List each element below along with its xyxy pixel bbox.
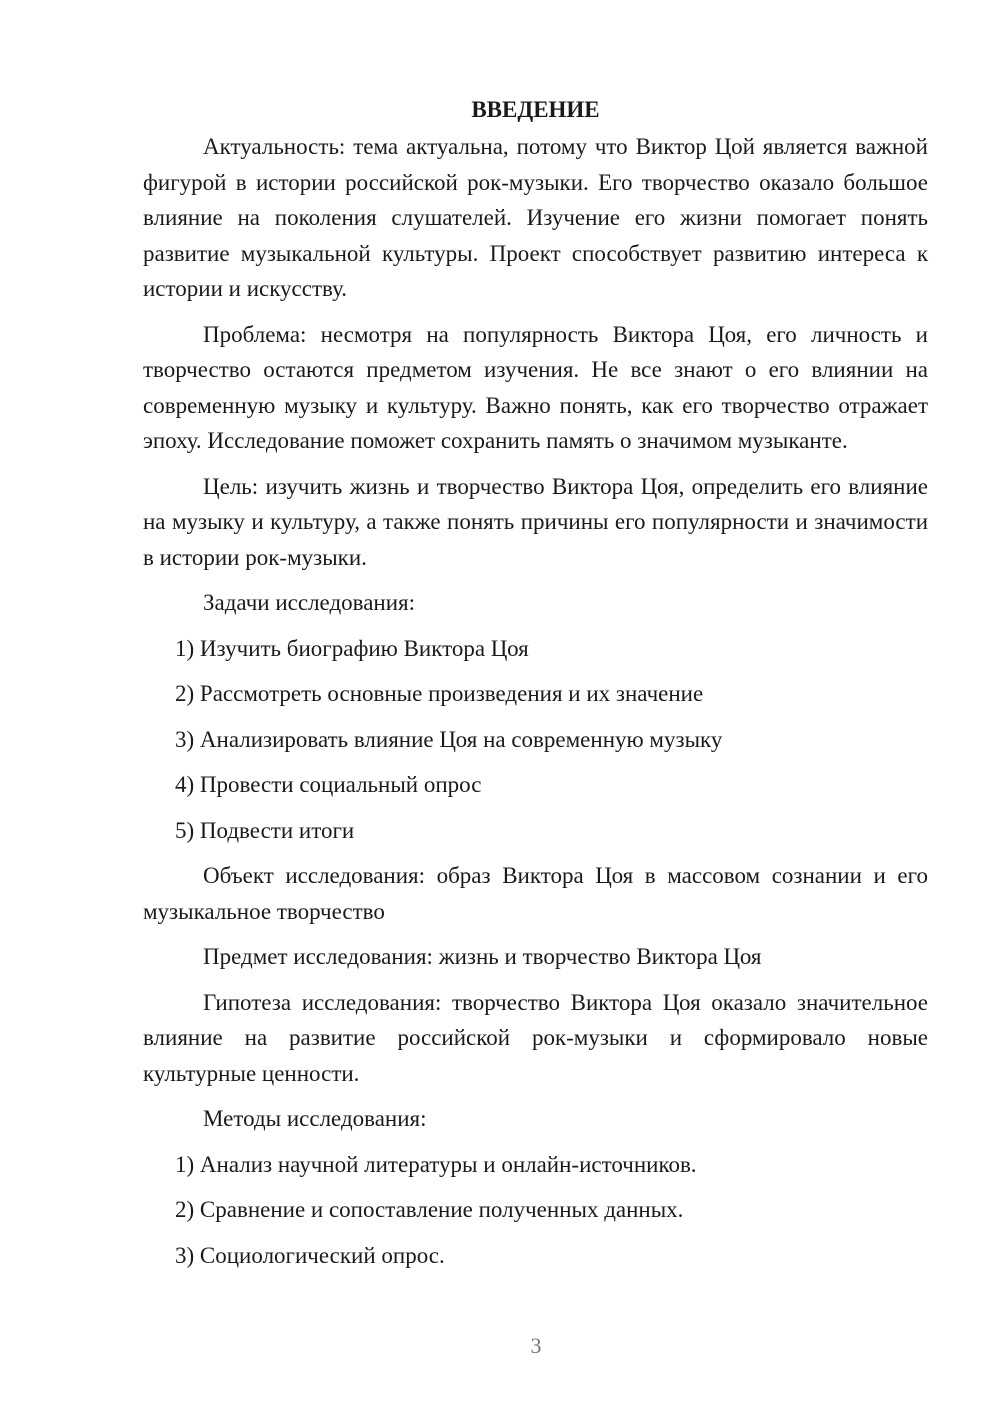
problem-paragraph: Проблема: несмотря на популярность Виктора Цоя, его личность и творчество остаются предметом изучения. Не все знают о его влиянии на современную музыку и культуру. Важно понять, как его творчество отражает эпоху. Исследование поможет сохранить память о значимом музыканте. <box>143 321 928 453</box>
section-title: ВВЕДЕНИЕ <box>471 97 600 122</box>
methods-heading: Методы исследования: <box>203 1106 427 1131</box>
task-item: 3) Анализировать влияние Цоя на современную музыку <box>175 726 723 752</box>
page-number: 3 <box>530 1333 542 1358</box>
method-item: 3) Социологический опрос. <box>175 1242 445 1268</box>
relevance-paragraph: Актуальность: тема актуальна, потому что Виктор Цой является важной фигурой в истории российской рок-музыки. Его творчество оказало большое влияние на поколения слушателей. Изучение его жизни помогает понять развитие музыкальной культуры. Проект способствует развитию интереса к истории и искусству. <box>143 134 928 301</box>
method-item: 2) Сравнение и сопоставление полученных данных. <box>175 1197 684 1222</box>
object-paragraph: Объект исследования: образ Виктора Цоя в массовом сознании и его музыкальное творчество <box>143 863 928 924</box>
subject-paragraph: Предмет исследования: жизнь и творчество Виктора Цоя <box>203 944 762 969</box>
tasks-heading: Задачи исследования: <box>203 590 416 615</box>
task-item: 1) Изучить биографию Виктора Цоя <box>175 635 529 661</box>
task-item: 4) Провести социальный опрос <box>175 772 482 797</box>
page-content <box>143 92 928 1283</box>
goal-paragraph: Цель: изучить жизнь и творчество Виктора Цоя, определить его влияние на музыку и культуру, а также понять причины его популярности и значимости в истории рок-музыки. <box>143 473 928 570</box>
hypothesis-paragraph: Гипотеза исследования: творчество Виктора Цоя оказало значительное влияние на развитие российской рок-музыки и сформировало новые культурные ценности. <box>143 989 928 1086</box>
task-item: 2) Рассмотреть основные произведения и их значение <box>175 681 704 706</box>
task-item: 5) Подвести итоги <box>175 817 355 843</box>
method-item: 1) Анализ научной литературы и онлайн-источников. <box>175 1151 697 1177</box>
